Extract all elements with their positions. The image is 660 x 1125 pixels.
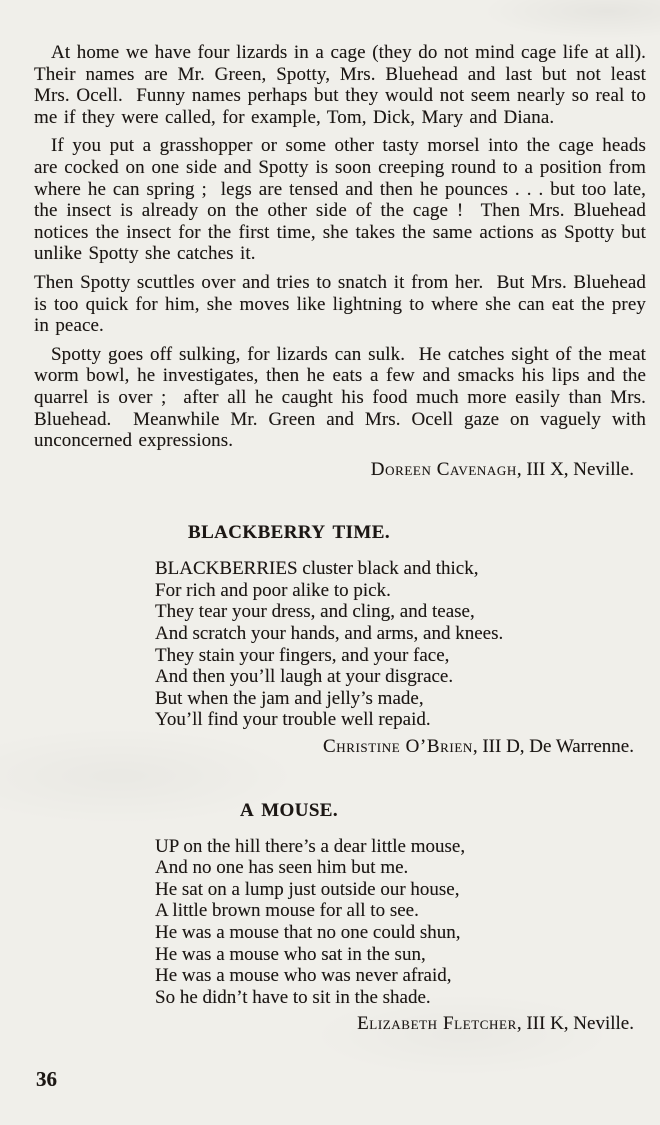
attribution-detail: , III X, Neville.	[516, 458, 634, 480]
paragraph: Spotty goes off sulking, for lizards can sulk. He catches sight of the meat worm bowl, he investigates, then he eats a few and smacks his lips and the quarrel is over ; after all he caught his food much more easily than Mrs. Bluehead. Meanwhile Mr. Green and Mrs. Ocell gaze on vaguely with unconcerned expressions.	[34, 343, 653, 452]
poem-line: And scratch your hands, and arms, and knees.	[155, 623, 504, 645]
poem-line: He was a mouse who was never afraid,	[155, 965, 452, 987]
poem-line: For rich and poor alike to pick.	[155, 579, 391, 601]
attribution	[34, 1013, 646, 1035]
poem-line: He was a mouse that no one could shun,	[155, 922, 461, 943]
poem-line: They tear your dress, and cling, and tease,	[155, 601, 475, 623]
page-content	[34, 42, 659, 1035]
paragraph: Then Spotty scuttles over and tries to snatch it from her. But Mrs. Bluehead is too quick for him, she moves like lightning to where she can eat the prey in peace.	[34, 271, 653, 337]
poem-line: He sat on a lump just outside our house,	[155, 878, 460, 900]
poem-section-blackberry-time	[34, 522, 646, 731]
paragraph: At home we have four lizards in a cage (they do not mind cage life at all). Their names are Mr. Green, Spotty, Mrs. Bluehead and last but not least Mrs. Ocell. Funny names perhaps but they would not seem nearly so real to me if they were called, for example, Tom, Dick, Mary and Diana.	[34, 42, 659, 128]
attribution-name: Doreen Cavenagh	[370, 458, 517, 480]
attribution-detail: , III D, De Warrenne.	[472, 736, 634, 758]
attribution-name: Elizabeth Fletcher	[357, 1013, 517, 1035]
attribution-name: Christine O’Brien	[322, 736, 473, 758]
attribution	[34, 459, 646, 481]
poem-line: BLACKBERRIES cluster black and thick,	[155, 558, 479, 580]
attribution-detail: , III K, Neville.	[516, 1013, 634, 1035]
poem-line: And then you’ll laugh at your disgrace.	[155, 666, 454, 688]
poem-line: And no one has seen him but me.	[155, 857, 409, 879]
poem-line: But when the jam and jelly’s made,	[155, 687, 424, 709]
attribution	[34, 736, 646, 758]
poem-line: So he didn’t have to sit in the shade.	[155, 986, 431, 1008]
poem-body	[155, 836, 646, 1009]
poem-line: They stain your fingers, and your face,	[155, 644, 450, 666]
page-number: 36	[36, 1067, 57, 1091]
poem-title: BLACKBERRY TIME.	[188, 522, 390, 544]
poem-line: He was a mouse who sat in the sun,	[155, 943, 426, 965]
poem-line: A little brown mouse for all to see.	[155, 900, 419, 922]
poem-line: UP on the hill there’s a dear little mouse,	[155, 835, 466, 857]
poem-line: You’ll find your trouble well repaid.	[155, 709, 431, 731]
poem-title: A MOUSE.	[239, 799, 339, 821]
paragraph: If you put a grasshopper or some other tasty morsel into the cage heads are cocked on one side and Spotty is soon creeping round to a position from where he can spring ; legs are tensed and then he pounces . . . but too late, the insect is already on the other side of the cage ! Then Mrs. Bluehead notices the insect for the first time, she takes the same actions as Spotty but unlike Spotty she catches it.	[34, 135, 653, 265]
poem-body	[155, 558, 646, 731]
poem-section-a-mouse	[34, 800, 646, 1009]
